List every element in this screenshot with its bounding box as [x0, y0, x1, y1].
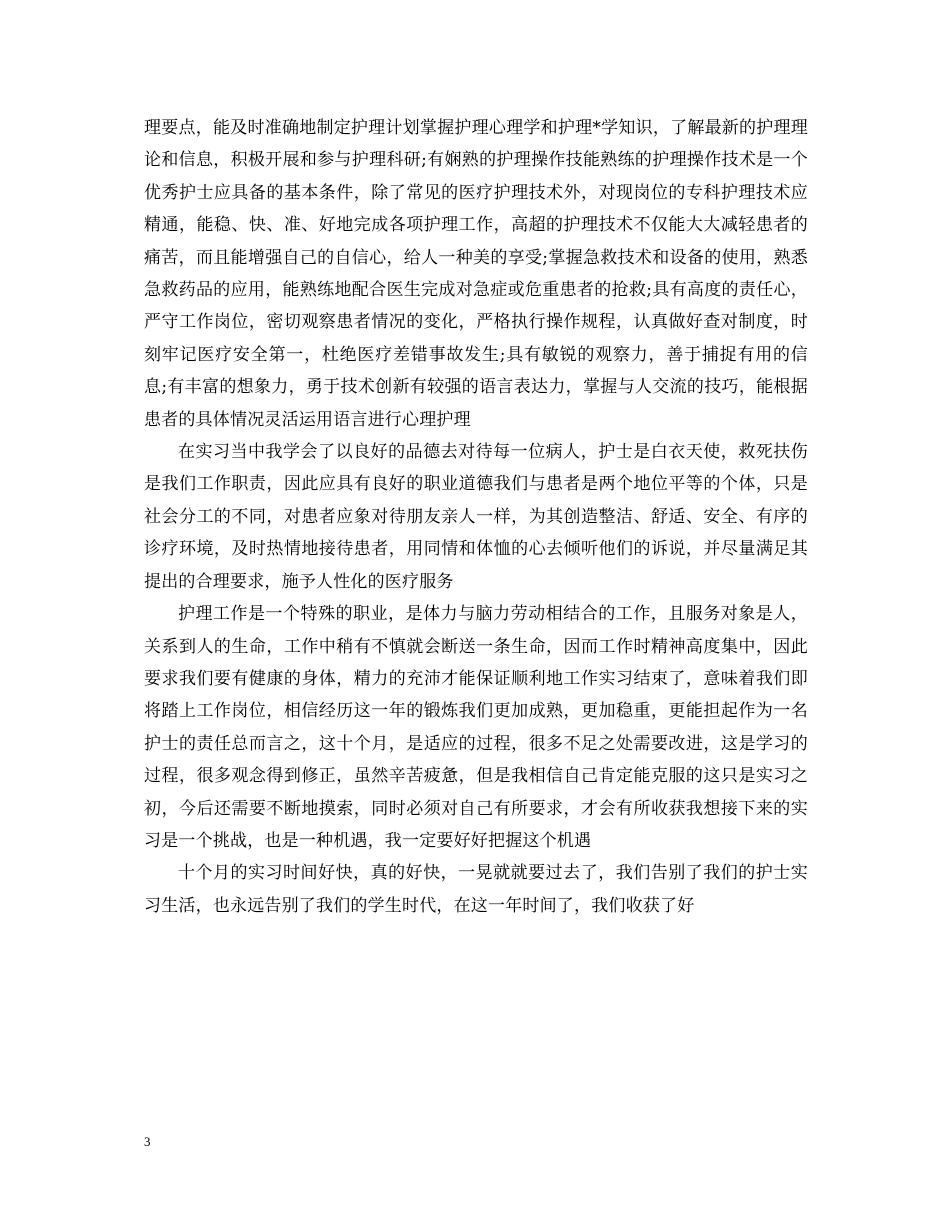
paragraph-1: 理要点，能及时准确地制定护理计划掌握护理心理学和护理*学知识，了解最新的护理理论和信息，积极开展和参与护理科研;有娴熟的护理操作技能熟练的护理操作技术是一个优秀护士应具备的基本条件，除了常见的医疗护理技术外，对现岗位的专科护理技术应精通，能稳、快、准、好地完成各项护理工作，高超的护理技术不仅能大大减轻患者的痛苦，而且能增强自己的自信心，给人一种美的享受;掌握急救技术和设备的使用，熟悉急救药品的应用，能熟练地配合医生完成对急症或危重患者的抢救;具有高度的责任心，严守工作岗位，密切观察患者情况的变化，严格执行操作规程，认真做好查对制度，时刻牢记医疗安全第一，杜绝医疗差错事故发生;具有敏锐的观察力，善于捕捉有用的信息;有丰富的想象力，勇于技术创新有较强的语言表达力，掌握与人交流的技巧，能根据患者的具体情况灵活运用语言进行心理护理 [144, 118, 808, 430]
page-number: 3 [144, 1134, 151, 1149]
paragraph-3: 护理工作是一个特殊的职业，是体力与脑力劳动相结合的工作，且服务对象是人，关系到人的生命，工作中稍有不慎就会断送一条生命，因而工作时精神高度集中，因此要求我们要有健康的身体，精力的充沛才能保证顺利地工作实习结束了，意味着我们即将踏上工作岗位，相信经历这一年的锻炼我们更加成熟，更加稳重，更能担起作为一名护士的责任总而言之，这十个月，是适应的过程，很多不足之处需要改进，这是学习的过程，很多观念得到修正，虽然辛苦疲惫，但是我相信自己肯定能克服的这只是实习之初，今后还需要不断地摸索，同时必须对自己有所要求，才会有所收获我想接下来的实习是一个挑战，也是一种机遇，我一定要好好把握这个机遇 [144, 604, 808, 851]
paragraph-2: 在实习当中我学会了以良好的品德去对待每一位病人，护士是白衣天使，救死扶伤是我们工作职责，因此应具有良好的职业道德我们与患者是两个地位平等的个体，只是社会分工的不同，对患者应象对待朋友亲人一样，为其创造整洁、舒适、安全、有序的诊疗环境，及时热情地接待患者，用同情和体恤的心去倾听他们的诉说，并尽量满足其提出的合理要求，施予人性化的医疗服务 [144, 442, 808, 592]
document-body [144, 112, 808, 922]
paragraph-4: 十个月的实习时间好快，真的好快，一晃就就要过去了，我们告别了我们的护士实习生活，也永远告别了我们的学生时代，在这一年时间了，我们收获了好 [144, 863, 808, 916]
